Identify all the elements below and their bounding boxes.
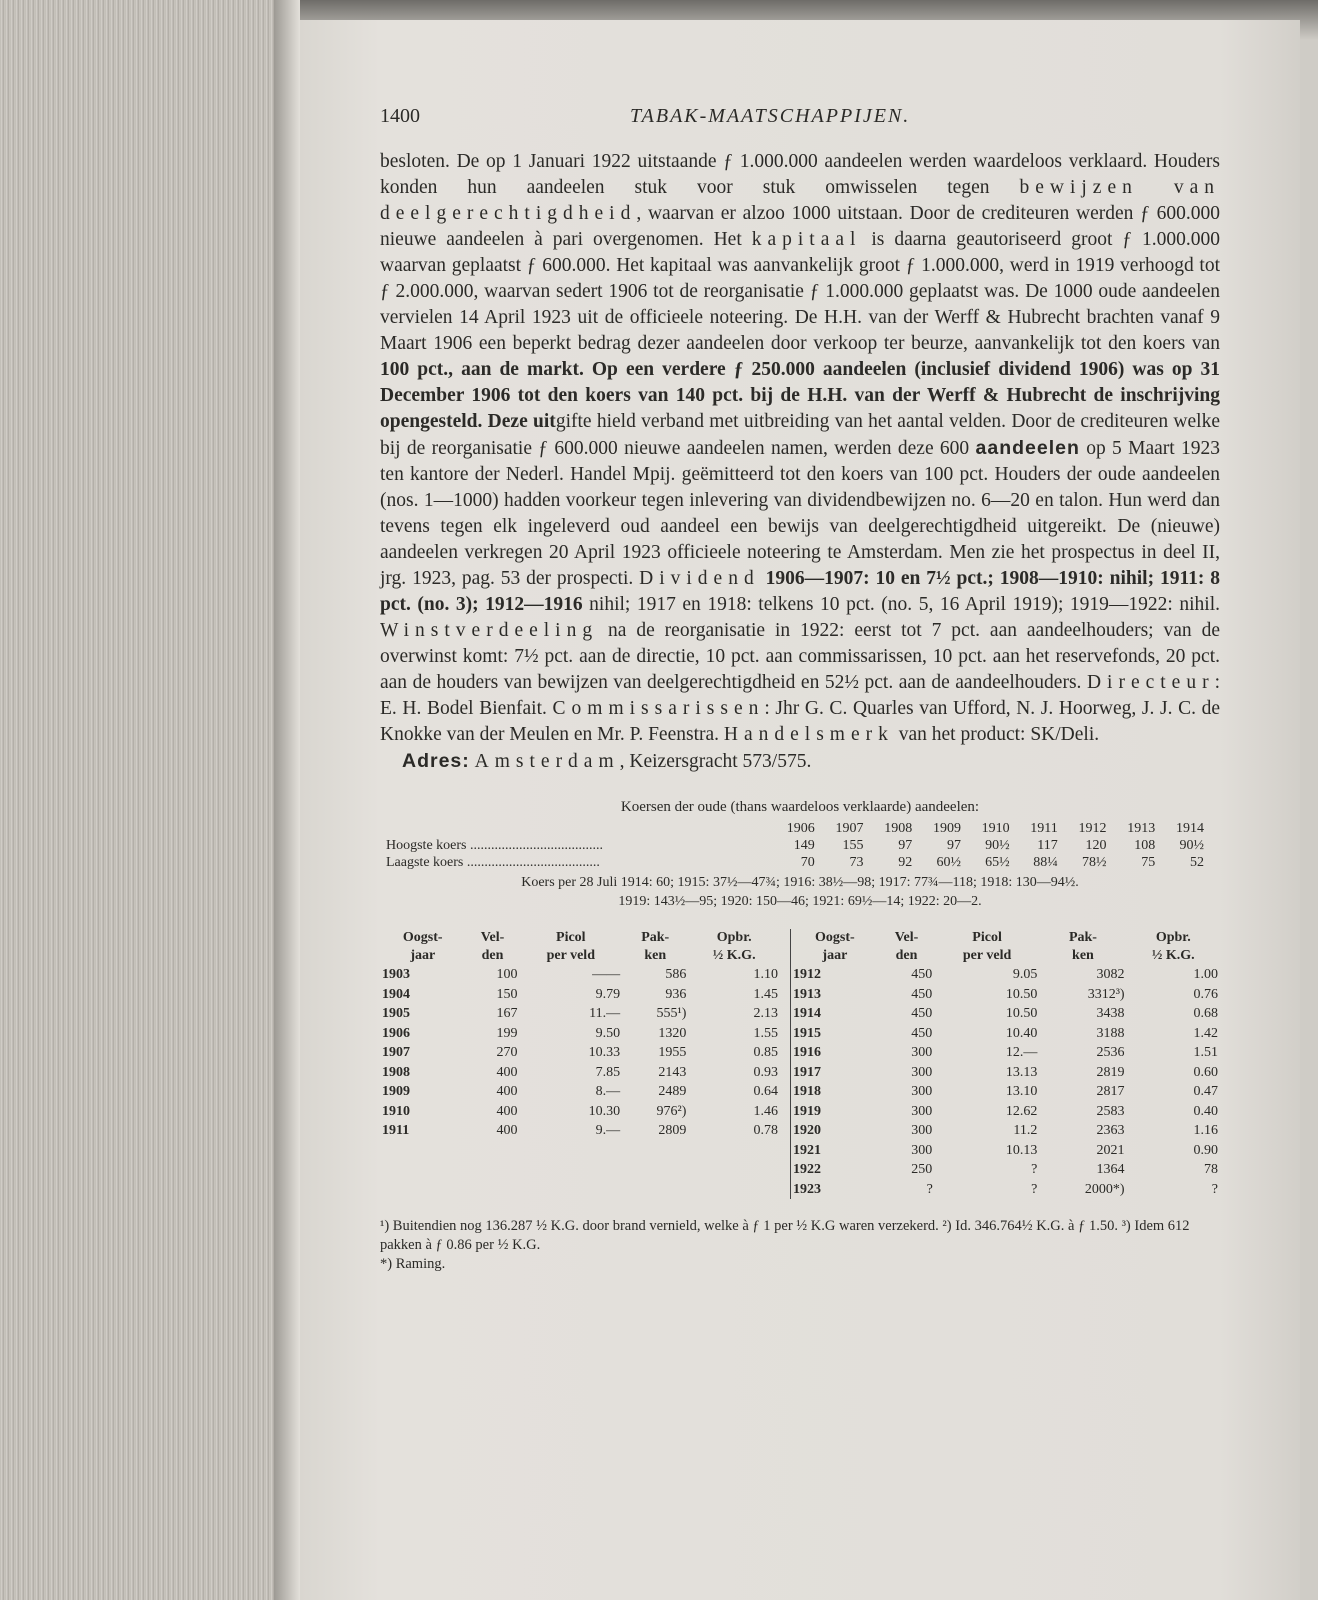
value-cell: 10.30 bbox=[588, 1103, 621, 1119]
column-header: ½ K.G. bbox=[1151, 948, 1195, 963]
koersen-row bbox=[380, 854, 1210, 871]
year-cell: 1914 bbox=[793, 1006, 821, 1021]
year-cell: 1922 bbox=[793, 1162, 821, 1177]
text-run: gifte hield verband met uitbreiding van het aantal velden. Door de crediteuren welke bij de reorganisatie ƒ 600.000 nieuwe aandeelen namen, werden deze 600 bbox=[380, 411, 1220, 459]
koersen-row bbox=[380, 837, 1210, 854]
header-row bbox=[380, 947, 780, 965]
bold-sans-term: aandeelen bbox=[975, 437, 1080, 459]
column-header: jaar bbox=[410, 948, 436, 963]
year-cell: 1920 bbox=[793, 1123, 821, 1138]
value-cell: 150 bbox=[496, 986, 518, 1002]
koersen-year: 1908 bbox=[884, 821, 913, 836]
text-run: : Jhr G. C. Quarles van Ufford, N. J. Hoorweg, J. J. C. de Knokke van der Meulen en Mr. P. Feenstra. bbox=[380, 698, 1221, 745]
year-cell: 1909 bbox=[382, 1084, 410, 1099]
year-cell: 1916 bbox=[793, 1045, 821, 1060]
value-cell: 2.13 bbox=[753, 1006, 778, 1021]
bold-run: 100 pct., aan de markt. Op een verdere ƒ 250.000 aandeelen (inclusief dividend 1906) was op 31 December 1906 tot den koers van 140 pct. bij de H.H. van der Werff & Hubrecht de inschrijving opengesteld. Deze uit bbox=[380, 359, 1220, 432]
value-cell: 0.47 bbox=[1193, 1084, 1218, 1099]
koersen-heading: Koersen der oude (thans waardeloos verklaarde) aandeelen: bbox=[620, 799, 980, 815]
value-cell: 1364 bbox=[1096, 1162, 1125, 1177]
table-row bbox=[791, 1102, 1221, 1122]
value-cell: 2021 bbox=[1096, 1142, 1125, 1158]
value-cell: 0.76 bbox=[1193, 986, 1218, 1002]
table-row bbox=[791, 1160, 1221, 1180]
text-run: nihil; 1917 en 1918: telkens 10 pct. (no. 5, 16 April 1919); 1919—1922: nihil. bbox=[582, 594, 1220, 615]
spaced-term: kapitaal bbox=[751, 229, 862, 250]
value-cell: 1.42 bbox=[1193, 1025, 1218, 1041]
value-cell: 11.2 bbox=[1013, 1123, 1038, 1138]
value-cell: 0.40 bbox=[1193, 1103, 1218, 1119]
value-cell: 3188 bbox=[1096, 1025, 1125, 1041]
value-cell: —— bbox=[592, 967, 621, 982]
column-header: per veld bbox=[962, 948, 1012, 963]
value-cell: 2363 bbox=[1096, 1123, 1125, 1138]
table-row bbox=[791, 985, 1221, 1005]
value-cell: ? bbox=[1031, 1181, 1038, 1197]
koersen-table bbox=[380, 820, 1210, 871]
value-cell: 2817 bbox=[1096, 1084, 1125, 1099]
value-cell: 0.93 bbox=[753, 1064, 778, 1080]
column-header: jaar bbox=[822, 948, 848, 963]
value-cell: 400 bbox=[496, 1064, 518, 1080]
year-cell: 1911 bbox=[382, 1123, 410, 1138]
running-head bbox=[380, 105, 1220, 135]
spaced-term: Directeur bbox=[1086, 672, 1215, 693]
koersen-value: 75 bbox=[1141, 855, 1156, 870]
value-cell: 100 bbox=[496, 967, 518, 982]
koersen-value: 65½ bbox=[985, 855, 1010, 870]
koersen-value: 97 bbox=[898, 838, 913, 853]
table-row bbox=[380, 1121, 780, 1141]
table-row bbox=[791, 1004, 1221, 1024]
koersen-year: 1912 bbox=[1078, 821, 1107, 836]
column-header: Pak- bbox=[641, 930, 670, 945]
value-cell: 199 bbox=[496, 1025, 518, 1041]
value-cell: 0.78 bbox=[753, 1123, 778, 1138]
year-cell: 1919 bbox=[793, 1103, 821, 1119]
value-cell: 9.— bbox=[595, 1123, 621, 1138]
body-paragraph bbox=[380, 149, 1220, 748]
value-cell: 10.13 bbox=[1005, 1142, 1038, 1158]
value-cell: 13.13 bbox=[1005, 1064, 1038, 1080]
table-row bbox=[380, 1024, 780, 1044]
address-street: , Keizersgracht 573/575. bbox=[619, 751, 812, 772]
header-row bbox=[791, 947, 1221, 965]
koersen-value: 52 bbox=[1190, 855, 1204, 870]
column-header: den bbox=[895, 948, 918, 963]
column-header: Picol bbox=[556, 930, 586, 945]
value-cell: 9.79 bbox=[595, 986, 621, 1002]
value-cell: 300 bbox=[911, 1045, 933, 1060]
value-cell: 10.40 bbox=[1005, 1025, 1038, 1041]
year-cell: 1912 bbox=[793, 967, 821, 982]
value-cell: 167 bbox=[496, 1006, 518, 1021]
value-cell: 2143 bbox=[658, 1064, 687, 1080]
value-cell: 2583 bbox=[1096, 1103, 1125, 1119]
footnote: ¹) Buitendien nog 136.287 ½ K.G. door brand vernield, welke à ƒ 1 per ½ K.G waren verzekerd. ²) Id. 346.764½ K.G. à ƒ 1.50. ³) Idem 612 pakken à ƒ 0.86 per ½ K.G. bbox=[380, 1218, 1190, 1253]
value-cell: 555¹) bbox=[656, 1006, 687, 1021]
koersen-years-row bbox=[380, 820, 1210, 837]
table-row bbox=[791, 1141, 1221, 1161]
value-cell: ? bbox=[1211, 1181, 1218, 1197]
table-row bbox=[380, 965, 780, 985]
table-row bbox=[380, 1043, 780, 1063]
koersen-value: 97 bbox=[946, 838, 961, 853]
koersen-value: 108 bbox=[1134, 838, 1156, 853]
value-cell: 300 bbox=[911, 1084, 933, 1099]
value-cell: 10.50 bbox=[1005, 986, 1038, 1002]
koersen-year: 1906 bbox=[786, 821, 815, 836]
text-run: na de reorganisatie in 1922: eerst tot 7 pct. aan aandeelhouders; van de overwinst komt: 7½ pct. aan de directie, 10 pct. aan commissarissen, 10 pct. aan het reservefonds, 20 pct. aan de houders van bewijzen van deelgerechtigdheid en 52½ pct. aan de aandeelhouders. bbox=[380, 620, 1220, 693]
column-header: ken bbox=[1072, 948, 1094, 963]
spaced-term: Dividend bbox=[639, 568, 760, 589]
year-cell: 1915 bbox=[793, 1025, 821, 1041]
koersen-value: 88¼ bbox=[1033, 855, 1058, 870]
koersen-note-line: Koers per 28 Juli 1914: 60; 1915: 37½—47¾; 1916: 38½—98; 1917: 77¾—118; 1918: 130—94½. bbox=[521, 875, 1079, 890]
value-cell: 1.51 bbox=[1193, 1045, 1218, 1060]
value-cell: 2489 bbox=[658, 1084, 687, 1099]
table-row bbox=[791, 965, 1221, 985]
value-cell: 7.85 bbox=[595, 1064, 621, 1080]
value-cell: 12.62 bbox=[1005, 1103, 1038, 1119]
bold-run: 1906—1907: 10 en 7½ pct.; 1908—1910: nihil; 1911: 8 pct. (no. 3); 1912—1916 bbox=[380, 568, 1220, 615]
value-cell: 400 bbox=[496, 1123, 518, 1138]
value-cell: 0.85 bbox=[753, 1045, 778, 1060]
table-row bbox=[791, 1082, 1221, 1102]
value-cell: 12.— bbox=[1005, 1045, 1038, 1060]
year-cell: 1903 bbox=[382, 967, 410, 982]
year-cell: 1908 bbox=[382, 1064, 410, 1080]
value-cell: 1320 bbox=[658, 1025, 687, 1041]
value-cell: 0.60 bbox=[1193, 1064, 1218, 1080]
value-cell: 13.10 bbox=[1005, 1084, 1038, 1099]
value-cell: 10.33 bbox=[588, 1045, 621, 1060]
table-row bbox=[380, 1082, 780, 1102]
value-cell: 270 bbox=[496, 1045, 518, 1060]
text-run: besloten. De op 1 Januari 1922 uitstaande ƒ 1.000.000 aandeelen werden waardeloos verklaard. Houders konden hun aandeelen stuk voor stuk omwisselen tegen bbox=[380, 151, 1220, 198]
table-row bbox=[380, 985, 780, 1005]
text-run: , waarvan er alzoo 1000 uitstaan. Door de crediteuren werden ƒ 600.000 nieuwe aandeelen à pari overgenomen. Het bbox=[380, 203, 1220, 250]
year-cell: 1906 bbox=[382, 1025, 410, 1041]
koersen-value: 155 bbox=[842, 838, 864, 853]
column-header: ken bbox=[644, 948, 667, 963]
page-number: 1400 bbox=[380, 105, 420, 127]
value-cell: 976²) bbox=[656, 1103, 687, 1119]
koersen-value: 149 bbox=[793, 838, 815, 853]
value-cell: 0.90 bbox=[1193, 1142, 1218, 1158]
koersen-year: 1909 bbox=[932, 821, 961, 836]
production-table-left bbox=[380, 929, 780, 1141]
koersen-value: 60½ bbox=[936, 855, 961, 870]
header-row bbox=[791, 929, 1221, 947]
koersen-note bbox=[380, 873, 1220, 911]
value-cell: 400 bbox=[496, 1103, 518, 1119]
value-cell: 3312³) bbox=[1087, 986, 1125, 1002]
year-cell: 1918 bbox=[793, 1084, 821, 1099]
table-row bbox=[791, 1180, 1221, 1200]
koersen-value: 120 bbox=[1085, 838, 1107, 853]
value-cell: 2536 bbox=[1096, 1045, 1125, 1060]
value-cell: 1.00 bbox=[1193, 967, 1218, 982]
value-cell: 450 bbox=[911, 967, 933, 982]
year-cell: 1907 bbox=[382, 1045, 410, 1060]
column-header: Vel- bbox=[480, 930, 505, 945]
table-row bbox=[791, 1121, 1221, 1141]
koersen-label-cell bbox=[380, 820, 772, 837]
value-cell: 450 bbox=[911, 986, 933, 1002]
value-cell: 1.16 bbox=[1193, 1123, 1218, 1138]
value-cell: 0.68 bbox=[1193, 1006, 1218, 1021]
koersen-value: 73 bbox=[849, 855, 864, 870]
text-run: : E. H. Bodel Bienfait. bbox=[380, 672, 1220, 719]
column-header: Vel- bbox=[894, 930, 919, 945]
table-row bbox=[380, 1063, 780, 1083]
koersen-value: 117 bbox=[1037, 838, 1058, 853]
column-header: Picol bbox=[972, 930, 1002, 945]
production-table-right bbox=[790, 929, 1220, 1199]
year-cell: 1913 bbox=[793, 986, 821, 1002]
value-cell: 250 bbox=[911, 1162, 933, 1177]
year-cell: 1905 bbox=[382, 1006, 410, 1021]
value-cell: 11.— bbox=[589, 1006, 621, 1021]
value-cell: 1.10 bbox=[753, 967, 778, 982]
spaced-term: Handelsmerk bbox=[723, 724, 894, 745]
value-cell: 300 bbox=[911, 1103, 933, 1119]
koersen-row-label: Laagste koers ...................................... bbox=[386, 855, 600, 870]
koersen-row-label: Hoogste koers ...................................... bbox=[386, 838, 603, 853]
text-run: is daarna geautoriseerd groot ƒ 1.000.000 waarvan geplaatst ƒ 600.000. Het kapitaal was aanvankelijk groot ƒ 1.000.000, werd in 1919 verhoogd tot ƒ 2.000.000, waarvan sedert 1906 tot de reorganisatie ƒ 1.000.000 geplaatst was. De 1000 oude aandeelen vervielen 14 April 1923 uit de officieele noteering. De H.H. van der Werff & Hubrecht brachten vanaf 9 Maart 1906 een beperkt bedrag dezer aandeelen door verkoop ter beurze, aanvankelijk tot den koers van bbox=[380, 229, 1220, 354]
footnotes bbox=[380, 1217, 1220, 1274]
value-cell: 300 bbox=[911, 1123, 933, 1138]
value-cell: 3438 bbox=[1096, 1006, 1125, 1021]
value-cell: 1955 bbox=[658, 1045, 687, 1060]
koersen-year: 1910 bbox=[981, 821, 1010, 836]
table-row bbox=[380, 1004, 780, 1024]
column-header: Opbr. bbox=[716, 930, 752, 945]
value-cell: 78 bbox=[1204, 1162, 1218, 1177]
year-cell: 1923 bbox=[793, 1181, 821, 1197]
page-content bbox=[380, 105, 1220, 1274]
value-cell: 2819 bbox=[1096, 1064, 1125, 1080]
value-cell: 2000*) bbox=[1084, 1181, 1125, 1197]
book-page bbox=[300, 20, 1300, 1600]
value-cell: 586 bbox=[665, 967, 687, 982]
address-line bbox=[380, 750, 1220, 773]
koersen-year: 1911 bbox=[1030, 821, 1058, 836]
value-cell: ? bbox=[1031, 1162, 1038, 1177]
year-cell: 1910 bbox=[382, 1103, 410, 1119]
value-cell: 3082 bbox=[1096, 967, 1125, 982]
column-header: per veld bbox=[546, 948, 595, 963]
column-header: Pak- bbox=[1068, 930, 1097, 945]
text-run: op 5 Maart 1923 ten kantore der Nederl. Handel Mpij. geëmitteerd tot den koers van 100 pct. Houders der oude aandeelen (nos. 1—1000) hadden voorkeur tegen inlevering van dividendbewijzen no. 6—20 en talon. Hun werd dan tevens tegen elk ingeleverd oud aandeel een bewijs van deelgerechtigdheid uitgereikt. De (nieuwe) aandeelen verkregen 20 April 1923 officieele noteering te Amsterdam. Men zie het prospectus in deel II, jrg. 1923, pag. 53 der prospecti. bbox=[380, 438, 1221, 589]
table-row bbox=[791, 1043, 1221, 1063]
value-cell: 10.50 bbox=[1005, 1006, 1038, 1021]
value-cell: 9.05 bbox=[1012, 967, 1038, 982]
value-cell: 400 bbox=[496, 1084, 518, 1099]
value-cell: 450 bbox=[911, 1006, 933, 1021]
value-cell: 450 bbox=[911, 1025, 933, 1041]
koersen-value: 90½ bbox=[985, 838, 1010, 853]
running-title: TABAK-MAATSCHAPPIJEN. bbox=[630, 105, 911, 127]
spaced-term: Winstverdeeling bbox=[380, 620, 599, 641]
column-header: Oogst- bbox=[402, 930, 443, 945]
table-row bbox=[791, 1063, 1221, 1083]
spaced-term: bewijzen van deelgerechtigdheid bbox=[380, 177, 1220, 224]
koersen-year: 1907 bbox=[835, 821, 864, 836]
koersen-year: 1913 bbox=[1127, 821, 1156, 836]
value-cell: 300 bbox=[911, 1064, 933, 1080]
value-cell: 8.— bbox=[595, 1084, 621, 1099]
koersen-value: 90½ bbox=[1179, 838, 1204, 853]
value-cell: 1.46 bbox=[753, 1103, 778, 1119]
table-row bbox=[380, 1102, 780, 1122]
koersen-value: 70 bbox=[800, 855, 815, 870]
koersen-note-line: 1919: 143½—95; 1920: 150—46; 1921: 69½—14; 1922: 20—2. bbox=[618, 894, 982, 909]
value-cell: 2809 bbox=[658, 1123, 687, 1138]
address-city: Amsterdam bbox=[474, 751, 620, 772]
column-header: den bbox=[481, 948, 504, 963]
koersen-year: 1914 bbox=[1176, 821, 1204, 836]
value-cell: 300 bbox=[911, 1142, 933, 1158]
value-cell: 1.45 bbox=[753, 986, 778, 1002]
value-cell: 0.64 bbox=[753, 1084, 778, 1099]
spaced-term: Commissarissen bbox=[552, 698, 765, 719]
koersen-value: 78½ bbox=[1082, 855, 1107, 870]
column-header: ½ K.G. bbox=[712, 948, 756, 963]
column-header: Oogst- bbox=[815, 930, 855, 945]
text-run: van het product: SK/Deli. bbox=[893, 724, 1100, 745]
footnote: *) Raming. bbox=[380, 1256, 446, 1272]
address-label: Adres: bbox=[402, 750, 470, 772]
header-row bbox=[380, 929, 780, 947]
year-cell: 1921 bbox=[793, 1142, 821, 1158]
table-row bbox=[791, 1024, 1221, 1044]
value-cell: 936 bbox=[665, 986, 687, 1002]
value-cell: ? bbox=[926, 1181, 933, 1197]
value-cell: 1.55 bbox=[753, 1025, 778, 1041]
column-header: Opbr. bbox=[1155, 930, 1191, 945]
production-tables bbox=[380, 929, 1220, 1209]
book-page-edges bbox=[0, 0, 300, 1600]
year-cell: 1904 bbox=[382, 986, 410, 1002]
value-cell: 9.50 bbox=[595, 1025, 621, 1041]
year-cell: 1917 bbox=[793, 1064, 821, 1080]
koersen-value: 92 bbox=[898, 855, 913, 870]
